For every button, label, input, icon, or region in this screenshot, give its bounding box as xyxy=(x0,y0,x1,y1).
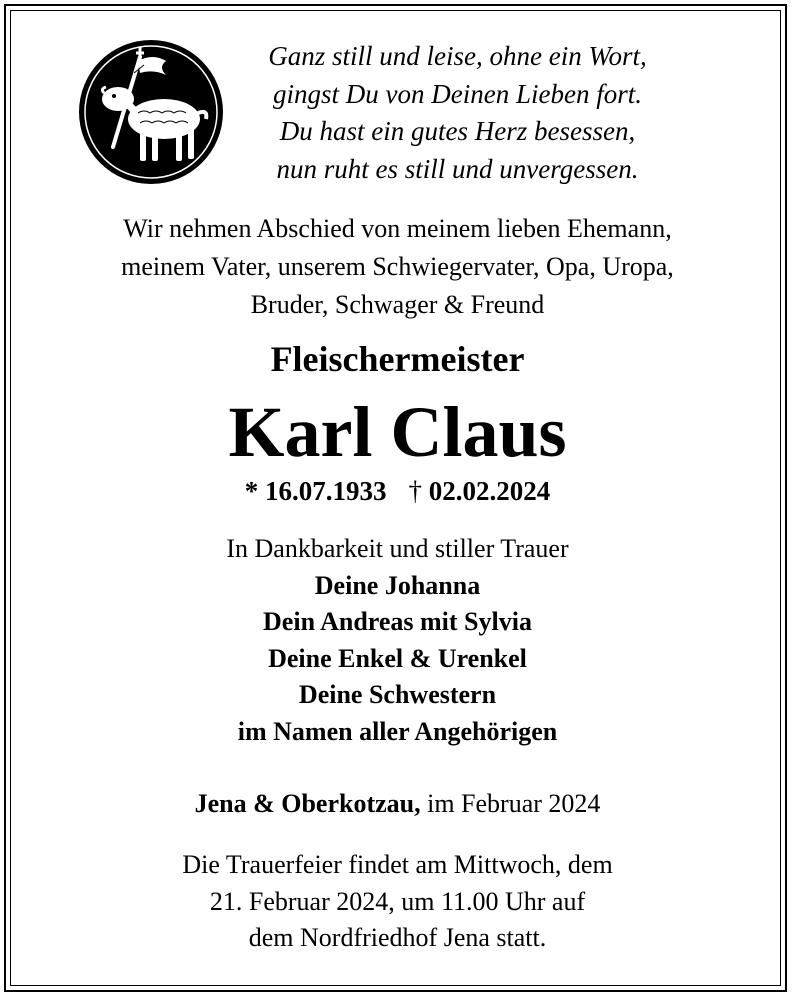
death-cross-icon: † xyxy=(408,476,422,506)
birth-date: * 16.07.1933 xyxy=(244,476,387,506)
poem-line: Du hast ein gutes Herz besessen, xyxy=(279,116,636,146)
service-line: 21. Februar 2024, um 11.00 Uhr auf xyxy=(209,886,586,916)
mourner-name: im Namen aller Angehörigen xyxy=(237,716,558,746)
place-location: Jena & Oberkotzau, xyxy=(194,789,421,818)
poem-line: nun ruht es still und unvergessen. xyxy=(276,153,639,184)
intro-line: Bruder, Schwager & Freund xyxy=(250,290,545,319)
mourners-block xyxy=(0,531,795,750)
farewell-intro xyxy=(0,210,795,324)
mourner-name: Deine Schwestern xyxy=(298,680,497,709)
intro-line: meinem Vater, unserem Schwiegervater, Opa, Uropa, xyxy=(121,252,674,281)
poem-line: gingst Du von Deinen Lieben fort. xyxy=(273,78,642,109)
place-date: im Februar 2024 xyxy=(427,789,601,818)
mourner-name: Deine Enkel & Urenkel xyxy=(268,643,527,673)
intro-line: Wir nehmen Abschied von meinem lieben Ehemann, xyxy=(123,214,672,243)
mourner-name: Deine Johanna xyxy=(314,570,481,600)
life-dates xyxy=(0,473,795,509)
mourner-name: Dein Andreas mit Sylvia xyxy=(263,607,532,636)
deceased-profession: Fleischermeister xyxy=(270,339,525,379)
funeral-service-info xyxy=(0,847,795,957)
poem-verse xyxy=(210,38,705,188)
poem-line: Ganz still und leise, ohne ein Wort, xyxy=(268,41,647,71)
lamb-of-god-emblem-icon xyxy=(78,39,224,185)
death-date: 02.02.2024 xyxy=(428,476,551,506)
service-line: Die Trauerfeier findet am Mittwoch, dem xyxy=(182,850,613,879)
mourners-intro: In Dankbarkeit und stiller Trauer xyxy=(226,534,569,563)
deceased-name: Karl Claus xyxy=(228,392,567,472)
service-line: dem Nordfriedhof Jena statt. xyxy=(248,923,547,952)
place-date-line xyxy=(0,786,795,822)
